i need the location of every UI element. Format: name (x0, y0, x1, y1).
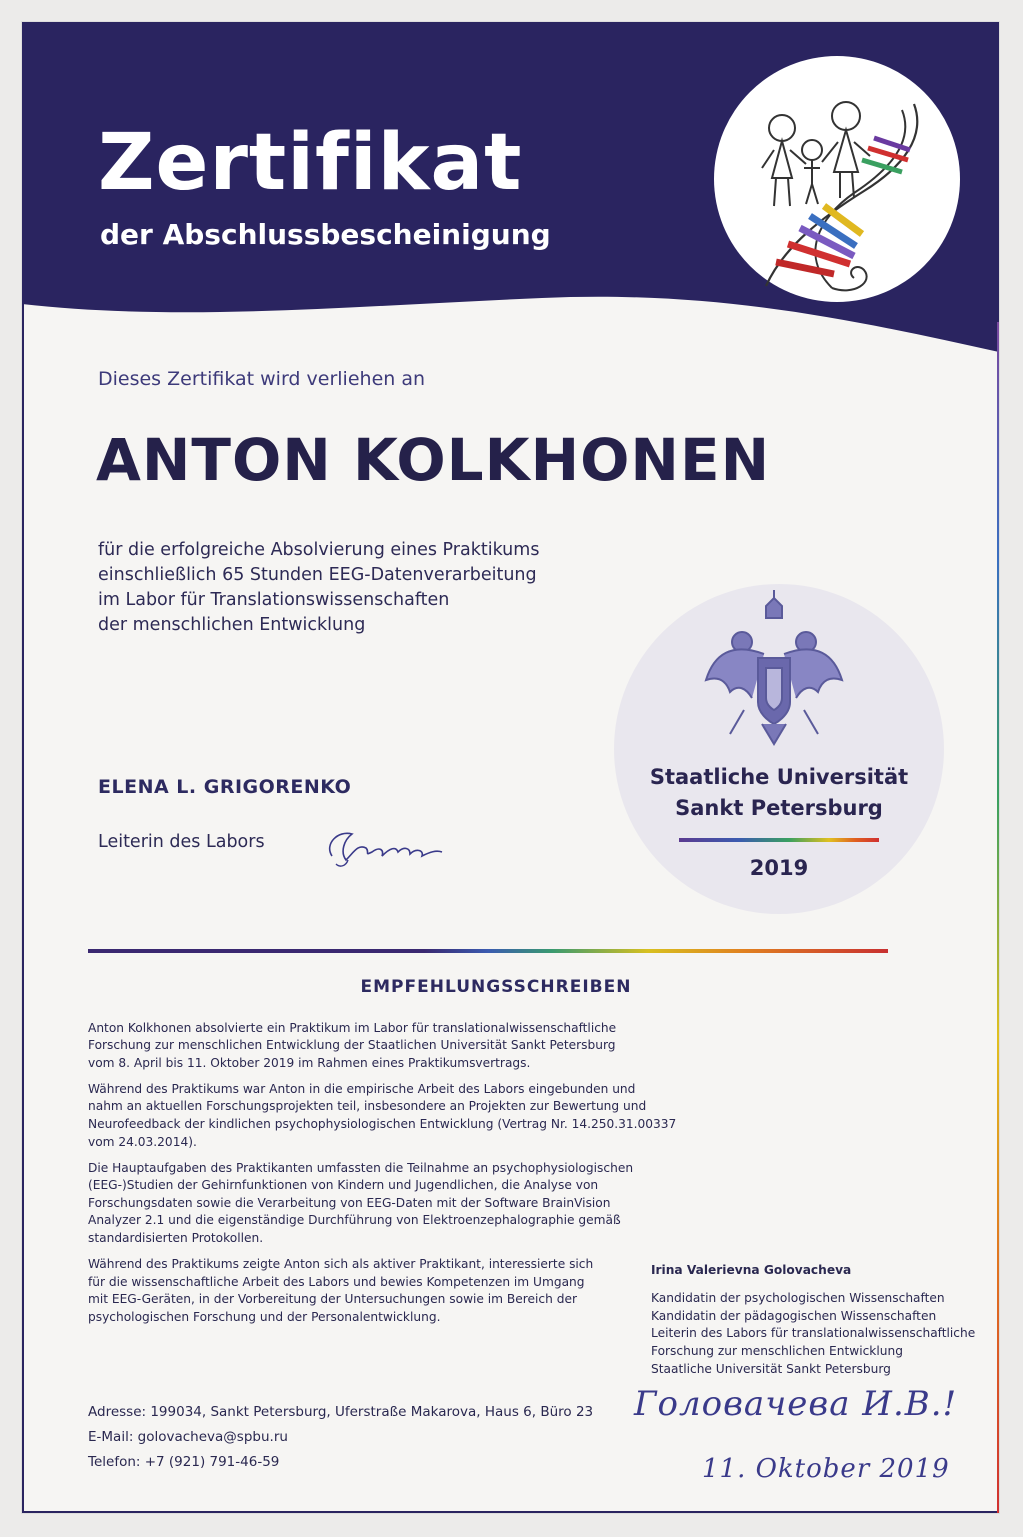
letter-line: Forschungsdaten sowie die Verarbeitung von EEG-Daten mit der Software BrainVision (88, 1195, 611, 1210)
reason-line: der menschlichen Entwicklung (98, 615, 366, 635)
letter-line: Anton Kolkhonen absolvierte ein Praktikum im Labor für translationalwissenschaftliche (88, 1020, 617, 1035)
letter-line: psychologischen Forschung und der Personalentwicklung. (88, 1309, 441, 1324)
handwritten-date: 11. Oktober 2019 (702, 1454, 950, 1484)
university-seal (614, 584, 944, 914)
university-name-line: Sankt Petersburg (675, 796, 883, 820)
letter-line: Während des Praktikums zeigte Anton sich als aktiver Praktikant, interessierte sich (88, 1257, 594, 1272)
certificate-subtitle: der Abschlussbescheinigung (100, 218, 551, 251)
letter-title: EMPFEHLUNGSSCHREIBEN (360, 977, 632, 997)
letter-line: (EEG-)Studien der Gehirnfunktionen von Kindern und Jugendlichen, die Analyse von (88, 1178, 599, 1193)
letter-line: standardisierten Protokollen. (88, 1231, 264, 1246)
university-name (614, 762, 944, 824)
letter-line: vom 8. April bis 11. Oktober 2019 im Rahmen eines Praktikumsvertrags. (88, 1055, 531, 1070)
letter-line: Analyzer 2.1 und die eigenständige Durchführung von Elektroenzephalographie gemäß (88, 1213, 621, 1228)
university-name-line: Staatliche Universität (649, 765, 909, 789)
seal-year: 2019 (749, 856, 809, 880)
letter-line: nahm an aktuellen Forschungsprojekten teil, insbesondere an Projekten zur Bewertung und (88, 1099, 647, 1114)
signer-name: ELENA L. GRIGORENKO (98, 776, 352, 798)
contact-phone[interactable]: Telefon: +7 (921) 791-46-59 (88, 1454, 280, 1470)
signature-grigorenko (318, 822, 458, 872)
award-intro: Dieses Zertifikat wird verliehen an (98, 368, 426, 390)
certificate-title: Zertifikat (98, 118, 523, 208)
rainbow-bar (679, 838, 879, 842)
rainbow-divider (88, 949, 888, 953)
author-title-line: Kandidatin der psychologischen Wissenschaften (651, 1290, 945, 1305)
letter-line: Die Hauptaufgaben des Praktikanten umfassten die Teilnahme an psychophysiologischen (88, 1160, 634, 1175)
letter-line: Forschung zur menschlichen Entwicklung der Staatlichen Universität Sankt Petersburg (88, 1038, 616, 1053)
author-title-line: Staatliche Universität Sankt Petersburg (651, 1361, 891, 1376)
signer-role: Leiterin des Labors (98, 832, 265, 852)
author-title-line: Leiterin des Labors für translationalwissenschaftliche (651, 1326, 976, 1341)
author-title-line: Forschung zur menschlichen Entwicklung (651, 1344, 903, 1359)
contact-address: Adresse: 199034, Sankt Petersburg, Uferstraße Makarova, Haus 6, Büro 23 (88, 1404, 594, 1420)
contact-email[interactable]: E-Mail: golovacheva@spbu.ru (88, 1429, 288, 1445)
letter-line: mit EEG-Geräten, in der Vorbereitung der Untersuchungen sowie im Bereich der (88, 1292, 577, 1307)
double-headed-eagle-emblem-icon (614, 584, 944, 754)
author-title-line: Kandidatin der pädagogischen Wissenschaften (651, 1308, 937, 1323)
lab-logo (714, 56, 960, 302)
page-frame-right-rainbow (997, 322, 999, 1513)
reason-line: im Labor für Translationswissenschaften (98, 590, 450, 610)
recipient-name: ANTON KOLKHONEN (96, 426, 771, 494)
contact-block (88, 1400, 593, 1475)
letter-line: Neurofeedback der kindlichen psychophysiologischen Entwicklung (Vertrag Nr. 14.250.31.00337 (88, 1116, 677, 1131)
reason-line: einschließlich 65 Stunden EEG-Datenverarbeitung (98, 565, 537, 585)
handwritten-signature: Головачева И.В.! (634, 1384, 958, 1424)
recommendation-letter (88, 1011, 728, 1335)
author-name: Irina Valerievna Golovacheva (651, 1263, 852, 1277)
letter-line: für die wissenschaftliche Arbeit des Labors und bewies Kompetenzen im Umgang (88, 1274, 585, 1289)
header-banner (22, 22, 999, 362)
letter-line: vom 24.03.2014). (88, 1134, 197, 1149)
award-reason (98, 538, 539, 638)
letter-line: Während des Praktikums war Anton in die empirische Arbeit des Labors eingebunden und (88, 1081, 636, 1096)
reason-line: für die erfolgreiche Absolvierung eines Praktikums (98, 540, 540, 560)
certificate-sheet (22, 22, 999, 1513)
letter-author (651, 1262, 975, 1379)
family-dna-logo-icon (714, 56, 960, 302)
